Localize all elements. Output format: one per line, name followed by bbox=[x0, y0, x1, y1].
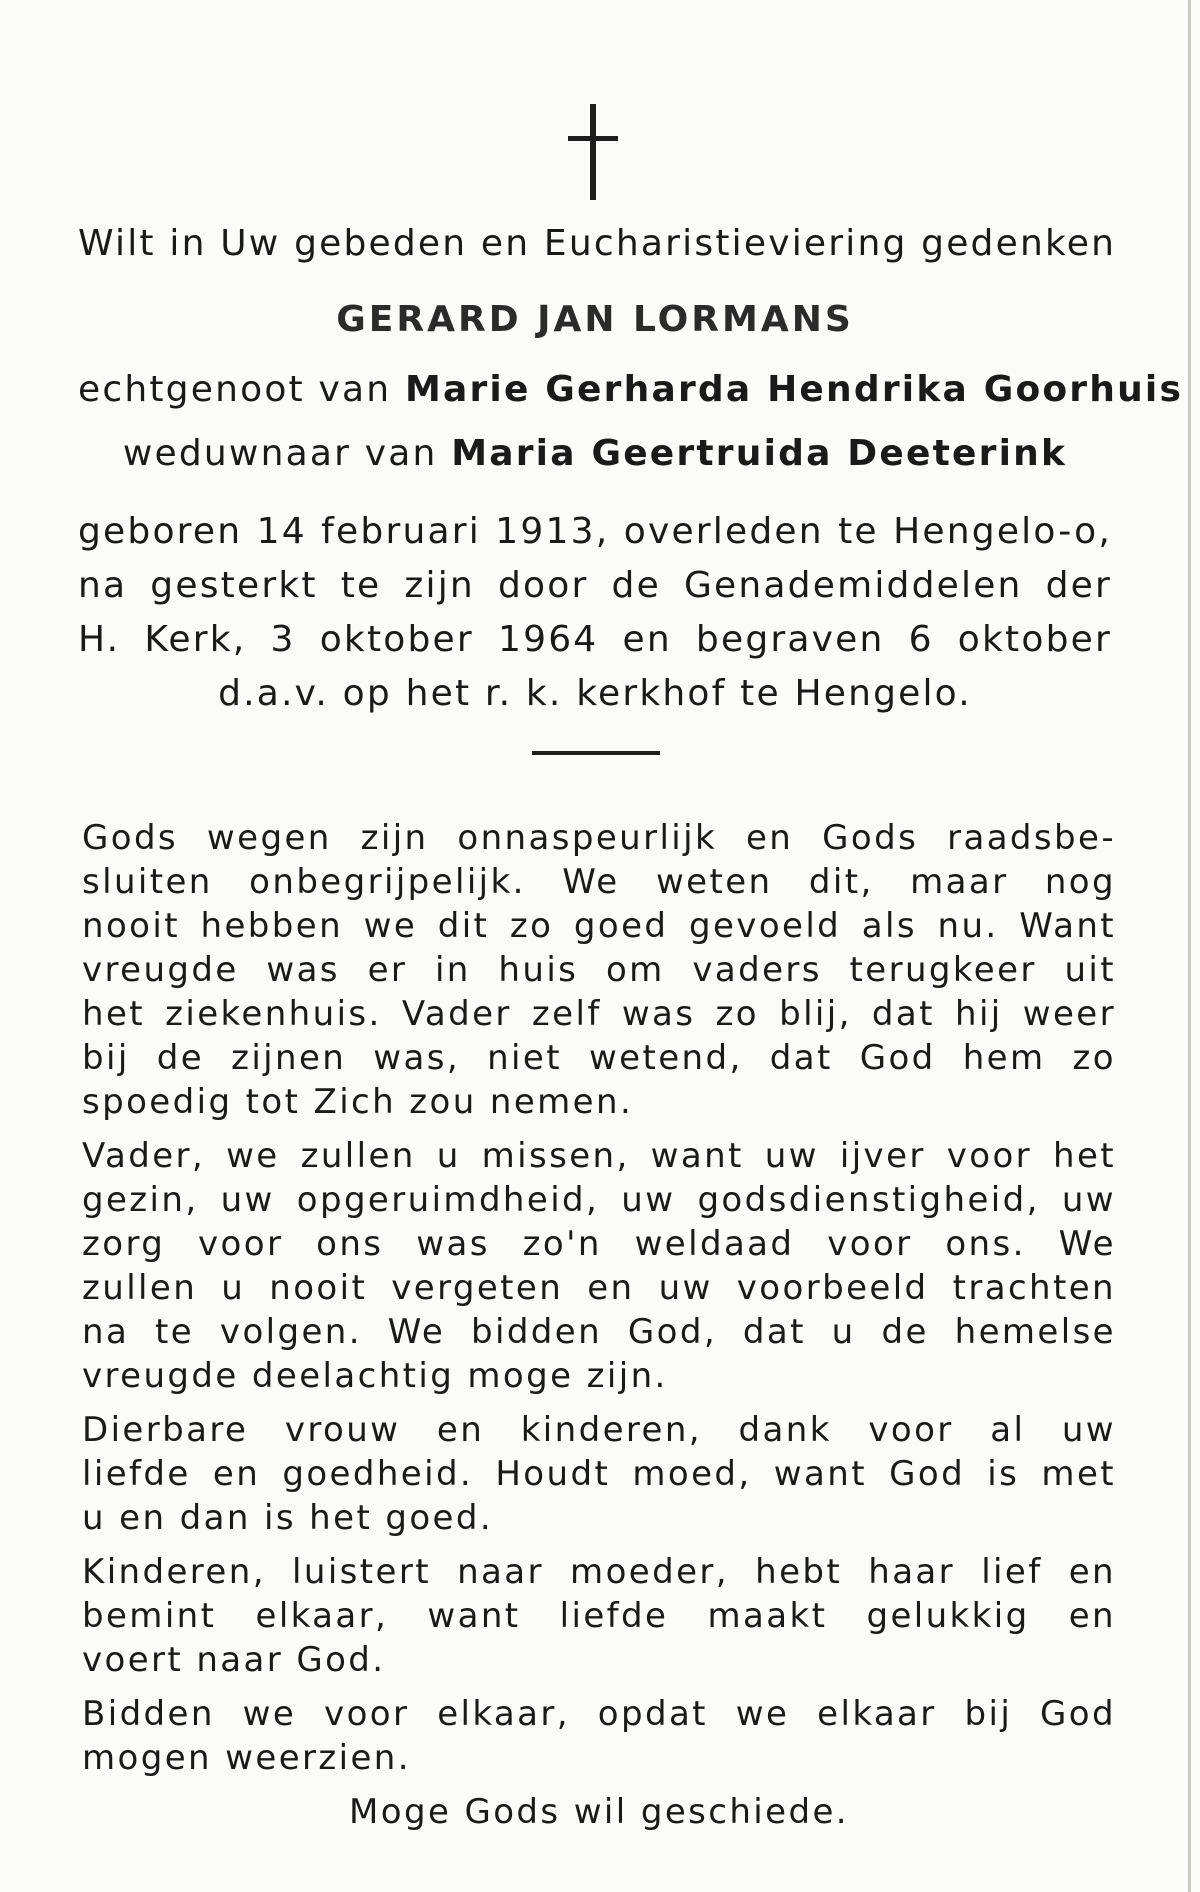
dates-line-1: geboren 14 februari 1913, overleden te Hengelo-o, bbox=[78, 511, 1112, 552]
widower-name: Maria Geertruida Deeterink bbox=[451, 433, 1068, 474]
text-line: Dierbare vrouw en kinderen, dank voor al uw bbox=[82, 1410, 1116, 1450]
spouse-name: Marie Gerharda Hendrika Goorhuis bbox=[404, 369, 1184, 410]
dates-line-4: d.a.v. op het r. k. kerkhof te Hengelo. bbox=[218, 673, 972, 714]
card-edge-line bbox=[1188, 0, 1191, 1892]
text-line: spoedig tot Zich zou nemen. bbox=[82, 1082, 634, 1122]
text-line: Bidden we voor elkaar, opdat we elkaar bij God bbox=[82, 1694, 1116, 1734]
text-line: zorg voor ons was zo'n weldaad voor ons. We bbox=[82, 1224, 1116, 1264]
text-line: bij de zijnen was, niet wetend, dat God hem zo bbox=[82, 1038, 1116, 1078]
widower-line bbox=[78, 432, 1112, 476]
text-line: Kinderen, luistert naar moeder, hebt haar lief en bbox=[82, 1552, 1116, 1592]
text-line: gezin, uw opgeruimdheid, uw godsdienstigheid, uw bbox=[82, 1180, 1116, 1220]
dates-line-3: H. Kerk, 3 oktober 1964 en begraven 6 oktober bbox=[78, 619, 1112, 660]
text-line: Vader, we zullen u missen, want uw ijver voor het bbox=[82, 1136, 1116, 1176]
text-line: bemint elkaar, want liefde maakt gelukkig en bbox=[82, 1596, 1116, 1636]
text-line: vreugde deelachtig moge zijn. bbox=[82, 1356, 668, 1396]
text-line: vreugde was er in huis om vaders terugkeer uit bbox=[82, 950, 1116, 990]
cross-horizontal-bar bbox=[568, 136, 618, 141]
text-line: voert naar God. bbox=[82, 1640, 386, 1680]
intro-line: Wilt in Uw gebeden en Eucharistieviering gedenken bbox=[78, 223, 1117, 264]
text-line: liefde en goedheid. Houdt moed, want God is met bbox=[82, 1454, 1116, 1494]
spouse-prefix: echtgenoot van bbox=[78, 369, 392, 410]
text-line: u en dan is het goed. bbox=[82, 1498, 494, 1538]
divider-rule bbox=[532, 751, 660, 755]
text-line: sluiten onbegrijpelijk. We weten dit, maar nog bbox=[82, 862, 1116, 902]
text-line: Gods wegen zijn onnaspeurlijk en Gods raadsbe- bbox=[82, 818, 1116, 858]
widower-prefix: weduwnaar van bbox=[122, 433, 438, 474]
deceased-name: GERARD JAN LORMANS bbox=[336, 299, 854, 340]
text-line: na te volgen. We bidden God, dat u de hemelse bbox=[82, 1312, 1116, 1352]
cross-vertical-bar bbox=[590, 104, 596, 200]
text-line: het ziekenhuis. Vader zelf was zo blij, dat hij weer bbox=[82, 994, 1116, 1034]
text-line: mogen weerzien. bbox=[82, 1738, 411, 1778]
cross-icon bbox=[568, 104, 618, 200]
spouse-line bbox=[78, 368, 1184, 412]
text-line: zullen u nooit vergeten en uw voorbeeld trachten bbox=[82, 1268, 1116, 1308]
closing-line: Moge Gods wil geschiede. bbox=[349, 1792, 849, 1832]
dates-line-2: na gesterkt te zijn door de Genademiddelen der bbox=[78, 565, 1112, 606]
text-line: nooit hebben we dit zo goed gevoeld als nu. Want bbox=[82, 906, 1116, 946]
